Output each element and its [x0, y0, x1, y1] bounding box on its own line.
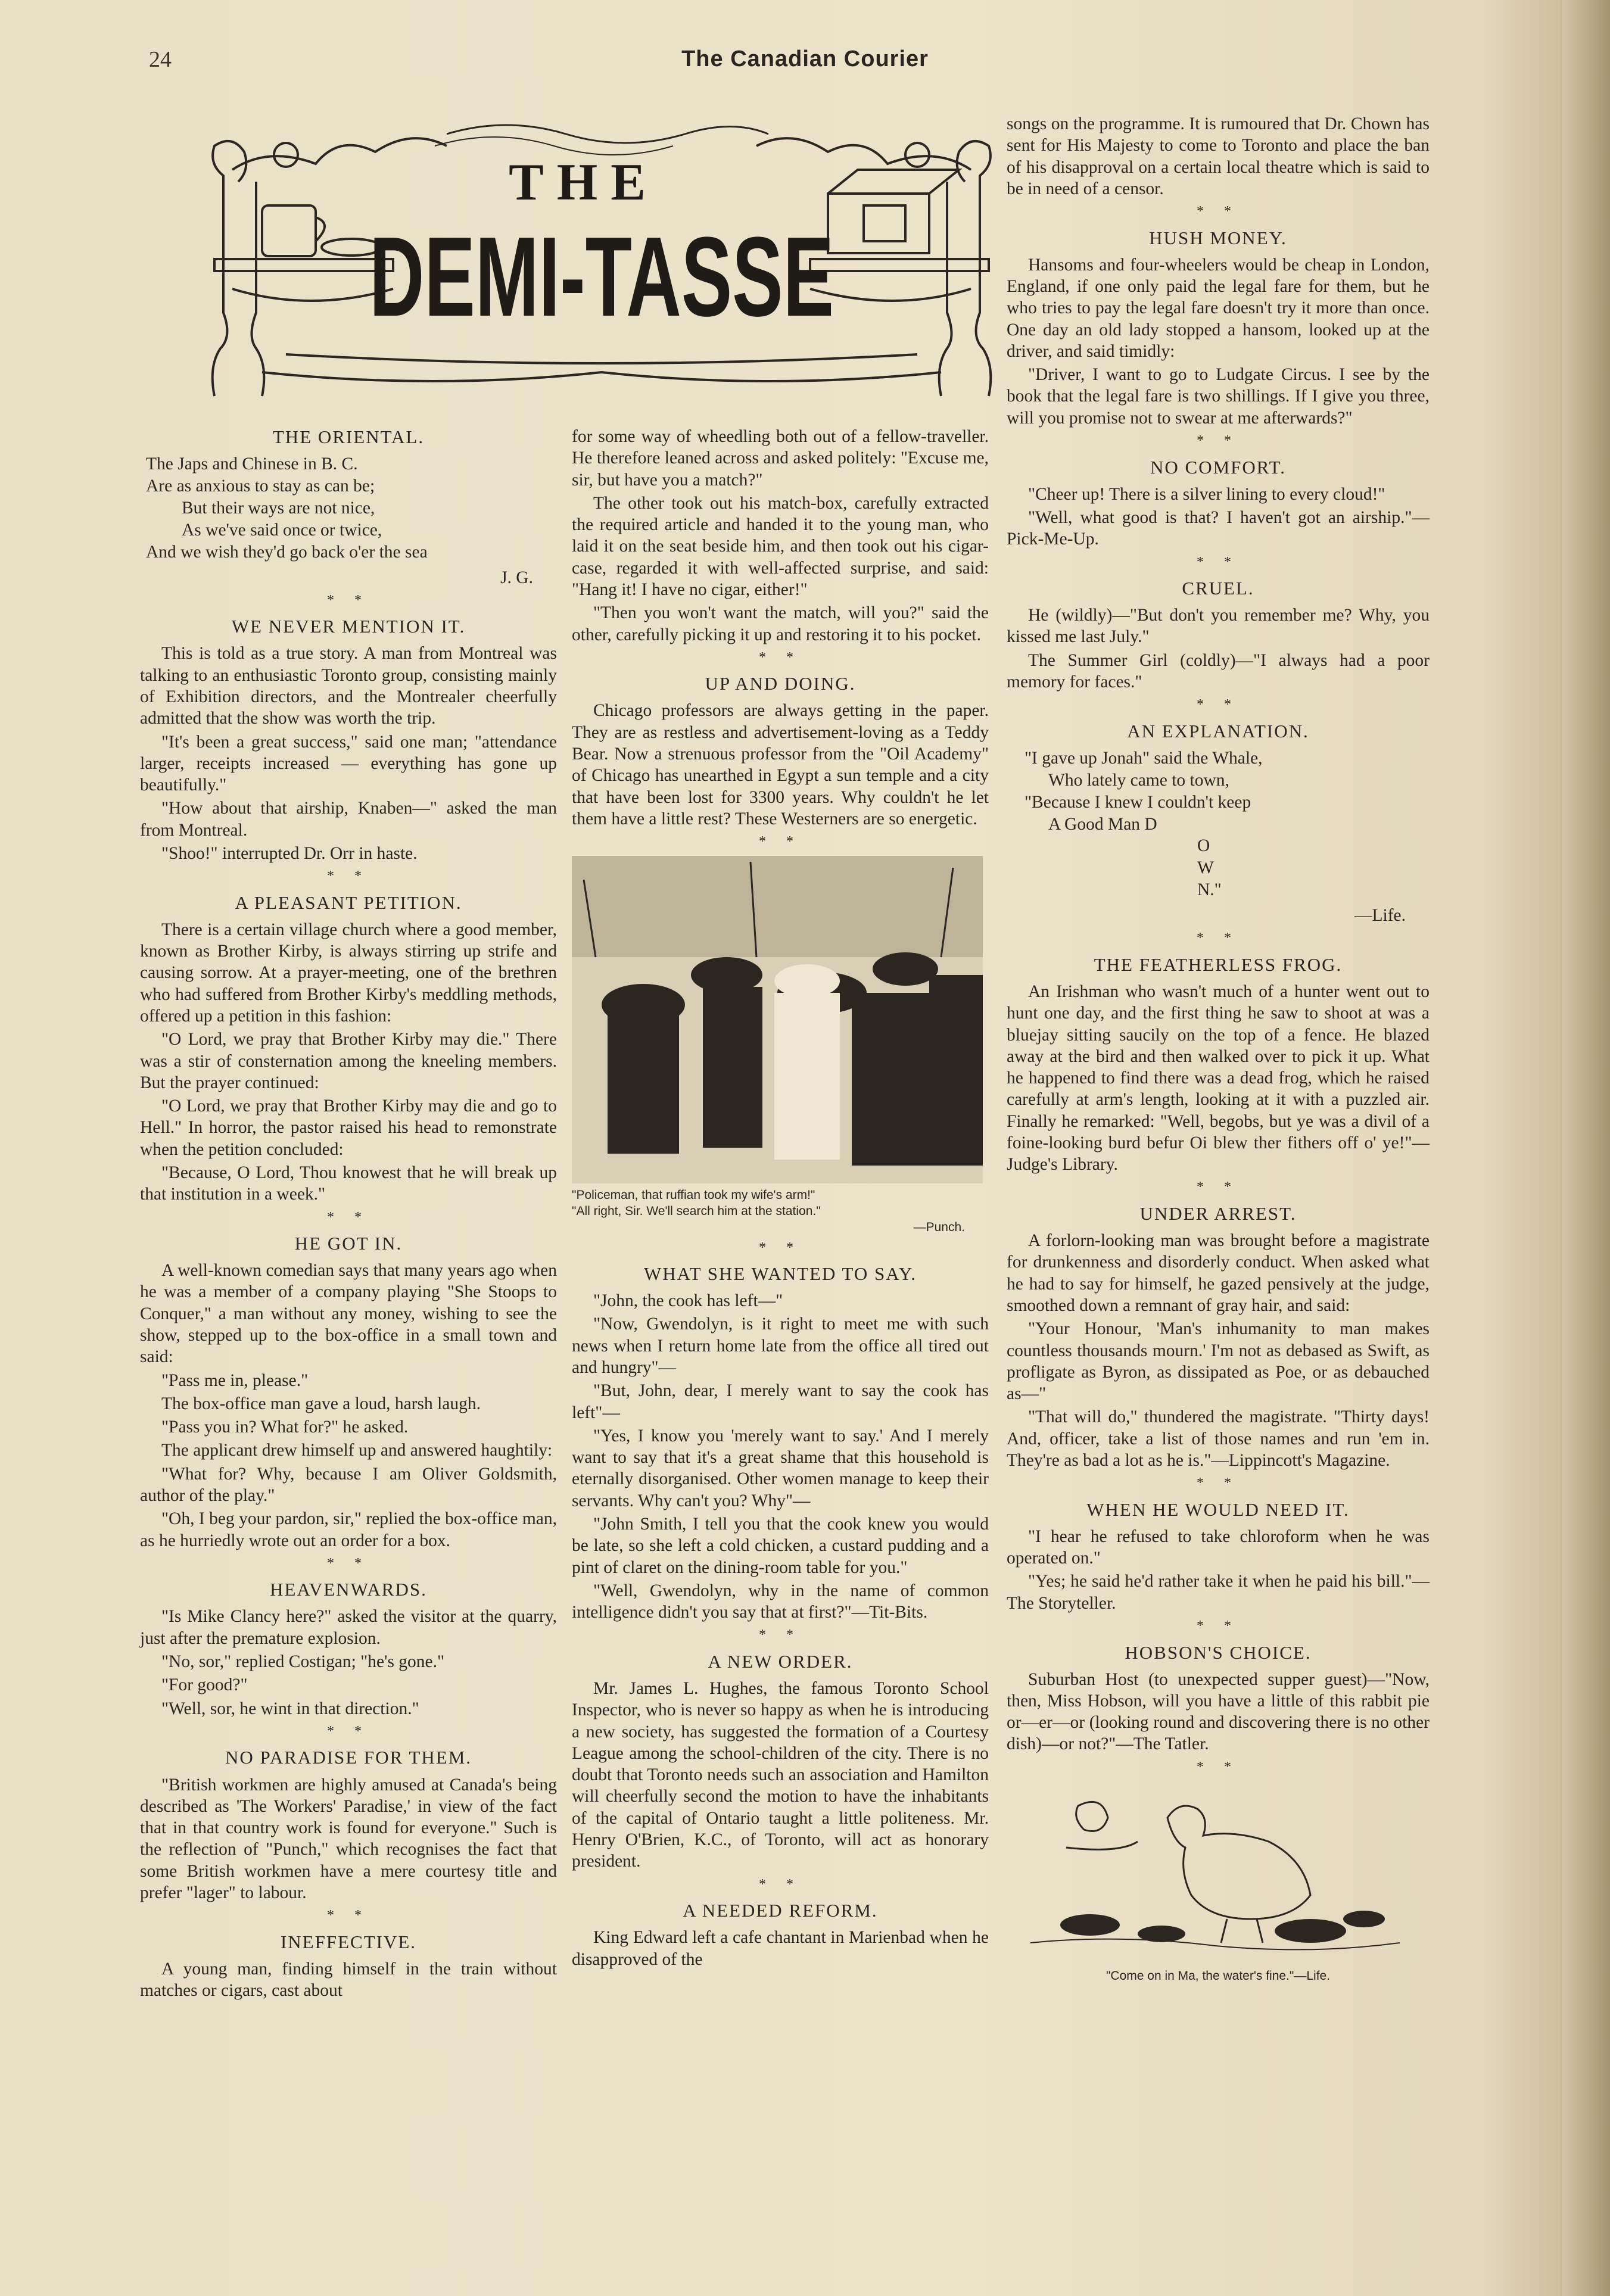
signature: J. G. [500, 568, 533, 587]
headline-ineffective: INEFFECTIVE. [280, 1931, 417, 1952]
caption-line: "All right, Sir. We'll search him at the station." [572, 1204, 821, 1218]
verse-letter: W [1197, 858, 1214, 878]
paragraph: for some way of wheedling both out of a fellow-traveller. He therefore leaned across and asked politely: "Excuse me, sir, but have you a match?" [572, 427, 989, 490]
verse-line: Are as anxious to stay as can be; [146, 476, 375, 496]
verse-explanation [1024, 747, 1430, 901]
headline-hush: HUSH MONEY. [1149, 227, 1287, 248]
paragraph: "What for? Why, because I am Oliver Goldsmith, author of the play." [140, 1464, 557, 1505]
headline-updoing: UP AND DOING. [705, 673, 856, 694]
paragraph: "Yes; he said he'd rather take it when he paid his bill."—The Storyteller. [1007, 1572, 1430, 1613]
paragraph: King Edward left a cafe chantant in Marienbad when he disapproved of the [572, 1928, 989, 1969]
paragraph: "Your Honour, 'Man's inhumanity to man makes countless thousands mourn.' I'm not as debased as Swift, as profligate as Byron, as dissipated as Poe, or as debauched as—" [1007, 1319, 1430, 1404]
separator: * * [1197, 1475, 1240, 1491]
paragraph: "Shoo!" interrupted Dr. Orr in haste. [161, 843, 418, 863]
verse-letter: O [1197, 836, 1210, 856]
separator: * * [327, 868, 370, 884]
caption-credit: —Punch. [913, 1220, 965, 1235]
headline-neworder: A NEW ORDER. [708, 1650, 853, 1672]
paragraph: "Then you won't want the match, will you?" said the other, carefully picking it up and restoring it to his pocket. [572, 603, 989, 644]
paragraph: "O Lord, we pray that Brother Kirby may die and go to Hell." In horror, the pastor raised his head to remonstrate when the petition concluded: [140, 1096, 557, 1159]
paragraph: There is a certain village church where a good member, known as Brother Kirby, is always stirring up strife and causing sorrow. At a prayer-meeting, one of the brethren who had suffered from Brother Kirby's meddling methods, offered up a petition in this fashion: [140, 920, 557, 1026]
paragraph: "John, the cook has left—" [593, 1291, 783, 1311]
verse-down [1024, 835, 1430, 901]
paragraph: "It's been a great success," said one man; "attendance larger, receipts increased — everything has gone up beautifully." [140, 732, 557, 795]
paragraph: "Cheer up! There is a silver lining to every cloud!" [1028, 484, 1385, 504]
hen-caption: "Come on in Ma, the water's fine."—Life. [1105, 1969, 1331, 1983]
separator: * * [1197, 1759, 1240, 1775]
column-2 [572, 426, 989, 1972]
paragraph: "Well, what good is that? I haven't got an airship."—Pick-Me-Up. [1007, 507, 1430, 549]
separator: * * [1197, 1618, 1240, 1634]
paragraph: "Driver, I want to go to Ludgate Circus. I see by the book that the legal fare is two shillings. If I give you three, will you promise not to swear at me afterwards?" [1007, 365, 1430, 428]
binding-edge [1561, 0, 1610, 2296]
paragraph: "Well, Gwendolyn, why in the name of common intelligence didn't you say that at first?"—Tit-Bits. [572, 1581, 989, 1622]
separator: * * [1197, 930, 1240, 946]
separator: * * [759, 1627, 802, 1643]
headline-frog: THE FEATHERLESS FROG. [1094, 954, 1343, 975]
separator: * * [327, 1723, 370, 1739]
headline-comfort: NO COMFORT. [1150, 456, 1286, 478]
headline-hobson: HOBSON'S CHOICE. [1125, 1641, 1312, 1663]
headline-explanation: AN EXPLANATION. [1127, 720, 1309, 742]
column-3 [1007, 113, 1430, 1985]
separator: * * [759, 834, 802, 850]
headline-oriental: THE ORIENTAL. [272, 426, 425, 447]
verse-oriental [146, 453, 557, 563]
masthead-the: THE [509, 154, 659, 211]
paragraph: He (wildly)—"But don't you remember me? Why, you kissed me last July." [1007, 606, 1430, 647]
separator: * * [1197, 554, 1240, 570]
cartoon-illustration [572, 856, 983, 1183]
separator: * * [327, 1209, 370, 1225]
paragraph: "No, sor," replied Costigan; "he's gone." [161, 1652, 445, 1672]
paragraph: "I hear he refused to take chloroform when he was operated on." [1007, 1526, 1430, 1568]
paragraph: "For good?" [161, 1675, 248, 1695]
paragraph: The applicant drew himself up and answered haughtily: [161, 1441, 553, 1460]
paragraph: Hansoms and four-wheelers would be cheap in London, England, if one only paid the legal fare for them, but he who tries to pay the legal fare doesn't try it more than once. One day an old lady stopped a hansom, looked up at the driver, and said timidly: [1007, 255, 1430, 361]
separator: * * [327, 1555, 370, 1571]
paragraph: "O Lord, we pray that Brother Kirby may die." There was a stir of consternation among the kneeling members. But the prayer continued: [140, 1030, 557, 1092]
paragraph: The other took out his match-box, carefully extracted the required article and handed it to the young man, who laid it on the seat beside him, and then took out his cigar-case, regarded it with well-affected surprise, and said: "Hang it! I have no cigar, either!" [572, 493, 989, 599]
caption-line: "Policeman, that ruffian took my wife's arm!" [572, 1188, 815, 1202]
paragraph: songs on the programme. It is rumoured that Dr. Chown has sent for His Majesty to come to Toronto and place the ban of his disapproval on a certain local theatre which is said to be in need of a censor. [1007, 114, 1430, 198]
cartoon-caption [572, 1187, 989, 1236]
headline-gotin: HE GOT IN. [294, 1233, 403, 1254]
paragraph: This is told as a true story. A man from Montreal was talking to an enthusiastic Toronto group, consisting mainly of Exhibition directors, and the Montrealer cheerfully admitted that the show was worth the trip. [140, 644, 557, 728]
paragraph: "Now, Gwendolyn, is it right to meet me with such news when I return home late from the office all tired out and hungry"— [572, 1314, 989, 1378]
paragraph: "Oh, I beg your pardon, sir," replied the box-office man, as he hurriedly wrote out an order for a box. [140, 1509, 557, 1550]
paragraph: "Yes, I know you 'merely want to say.' And I merely want to say that it's a great shame that this household is eternally disorganised. Other women manage to keep their servants. Why can't you? Why"— [572, 1426, 989, 1510]
separator: * * [759, 649, 802, 665]
verse-letter: N." [1197, 880, 1222, 900]
paragraph: A young man, finding himself in the train without matches or cigars, cast about [140, 1959, 557, 2001]
paragraph: The box-office man gave a loud, harsh laugh. [161, 1394, 481, 1413]
paragraph: A forlorn-looking man was brought before a magistrate for drunkenness and disorderly conduct. When asked what he had to say for himself, he gazed pensively at the judge, smoothed down a remnant of gray hair, and said: [1007, 1231, 1430, 1315]
headline-never: WE NEVER MENTION IT. [231, 616, 466, 637]
verse-line: Who lately came to town, [1048, 770, 1229, 790]
paragraph: "Pass me in, please." [161, 1370, 309, 1390]
headline-arrest: UNDER ARREST. [1139, 1203, 1297, 1224]
paragraph: The Summer Girl (coldly)—"I always had a poor memory for faces." [1007, 650, 1430, 691]
paragraph: "How about that airship, Knaben—" asked the man from Montreal. [140, 799, 557, 840]
separator: * * [759, 1876, 802, 1892]
separator: * * [1197, 1179, 1240, 1195]
paragraph: "Because, O Lord, Thou knowest that he will break up that institution in a week." [140, 1163, 557, 1204]
verse-line: And we wish they'd go back o'er the sea [146, 542, 428, 562]
headline-heaven: HEAVENWARDS. [270, 1579, 427, 1600]
verse-line: But their ways are not nice, [182, 498, 375, 518]
credit: —Life. [1354, 906, 1406, 926]
verse-line: "I gave up Jonah" said the Whale, [1024, 748, 1263, 768]
separator: * * [327, 592, 370, 608]
paragraph: "Pass you in? What for?" he asked. [161, 1418, 409, 1437]
page-number: 24 [149, 47, 172, 72]
verse-line: A Good Man D [1048, 814, 1157, 834]
masthead-demitasse: DEMI-TASSE [369, 214, 834, 340]
running-title: The Canadian Courier [681, 46, 929, 71]
separator: * * [327, 1908, 370, 1924]
verse-line: As we've said once or twice, [182, 520, 382, 540]
paragraph: Chicago professors are always getting in the paper. They are as restless and advertisement-loving as a Teddy Bear. Now a strenuous professor from the "Oil Academy" of Chicago has unearthed in Egypt a sun temple and a city that have been lost for 3300 years. Why couldn't he let them have a little rest? These Westerners are so energetic. [572, 701, 989, 828]
separator: * * [1197, 204, 1240, 220]
paragraph: "John Smith, I tell you that the cook knew you would be late, so she left a cold chicken, a custard pudding and a pint of claret on the dining-room table for you." [572, 1515, 989, 1577]
verse-line: "Because I knew I couldn't keep [1024, 792, 1251, 812]
separator: * * [1197, 697, 1240, 713]
paragraph: Mr. James L. Hughes, the famous Toronto School Inspector, who is never so happy as when he is introducing a new society, has suggested the formation of a Courtesy League among the school-children of the city. There is no doubt that Toronto needs such an association and Hamilton will cheerfully second the motion to have the inhabitants of the capital of Ontario taught a little politeness. Mr. Henry O'Brien, K.C., of Toronto, will act as honorary president. [572, 1679, 989, 1871]
demitasse-masthead [197, 110, 1007, 408]
headline-paradise: NO PARADISE FOR THEM. [225, 1747, 472, 1768]
verse-line: The Japs and Chinese in B. C. [146, 454, 358, 474]
headline-cruel: CRUEL. [1182, 578, 1254, 599]
column-1 [140, 420, 557, 2003]
headline-need: WHEN HE WOULD NEED IT. [1086, 1499, 1350, 1520]
paragraph: "British workmen are highly amused at Canada's being described as 'The Workers' Paradise,' in view of the fact that in that country work is found for everyone." Such is the reflection of "Punch," which recognises the fact that some British workmen have a mere courtesy title and prefer "lager" to labour. [140, 1775, 557, 1902]
paragraph: "But, John, dear, I merely want to say the cook has left"— [572, 1381, 989, 1422]
paragraph: "That will do," thundered the magistrate. "Thirty days! And, officer, take a list of those names and run 'em in. They're as bad a lot as he is."—Lippincott's Magazine. [1007, 1407, 1430, 1470]
paragraph: A well-known comedian says that many years ago when he was a member of a company playing "She Stoops to Conquer," a man without any money, wishing to see the show, stepped up to the box-office in a small town and said: [140, 1261, 557, 1367]
paragraph: Suburban Host (to unexpected supper guest)—"Now, then, Miss Hobson, will you have a little of this rabbit pie or—er—or (looking round and discovering there is no other dish)—or not?"—The Tatler. [1007, 1669, 1430, 1754]
paragraph: "Well, sor, he wint in that direction." [161, 1699, 419, 1718]
separator: * * [759, 1239, 802, 1256]
headline-wanted: WHAT SHE WANTED TO SAY. [644, 1263, 917, 1285]
paragraph: An Irishman who wasn't much of a hunter went out to hunt one day, and the first thing he saw to shoot at was a bluejay sitting saucily on the top of a fence. He blazed away at the bird and then walked over to pick it up. What he happened to find there was a dead frog, which he raised carefully at arm's length, looking at it with a puzzled air. Finally he remarked: "Well, begobs, but ye was a divil of a foine-looking burd befur Oi blew ther fithers off o' ye!"—Judge's Library. [1007, 982, 1430, 1175]
separator: * * [1197, 433, 1240, 449]
hen-illustration [1030, 1782, 1400, 1961]
paragraph: "Is Mike Clancy here?" asked the visitor at the quarry, just after the premature explosion. [140, 1607, 557, 1648]
headline-reform: A NEEDED REFORM. [683, 1900, 878, 1921]
headline-petition: A PLEASANT PETITION. [235, 892, 462, 913]
